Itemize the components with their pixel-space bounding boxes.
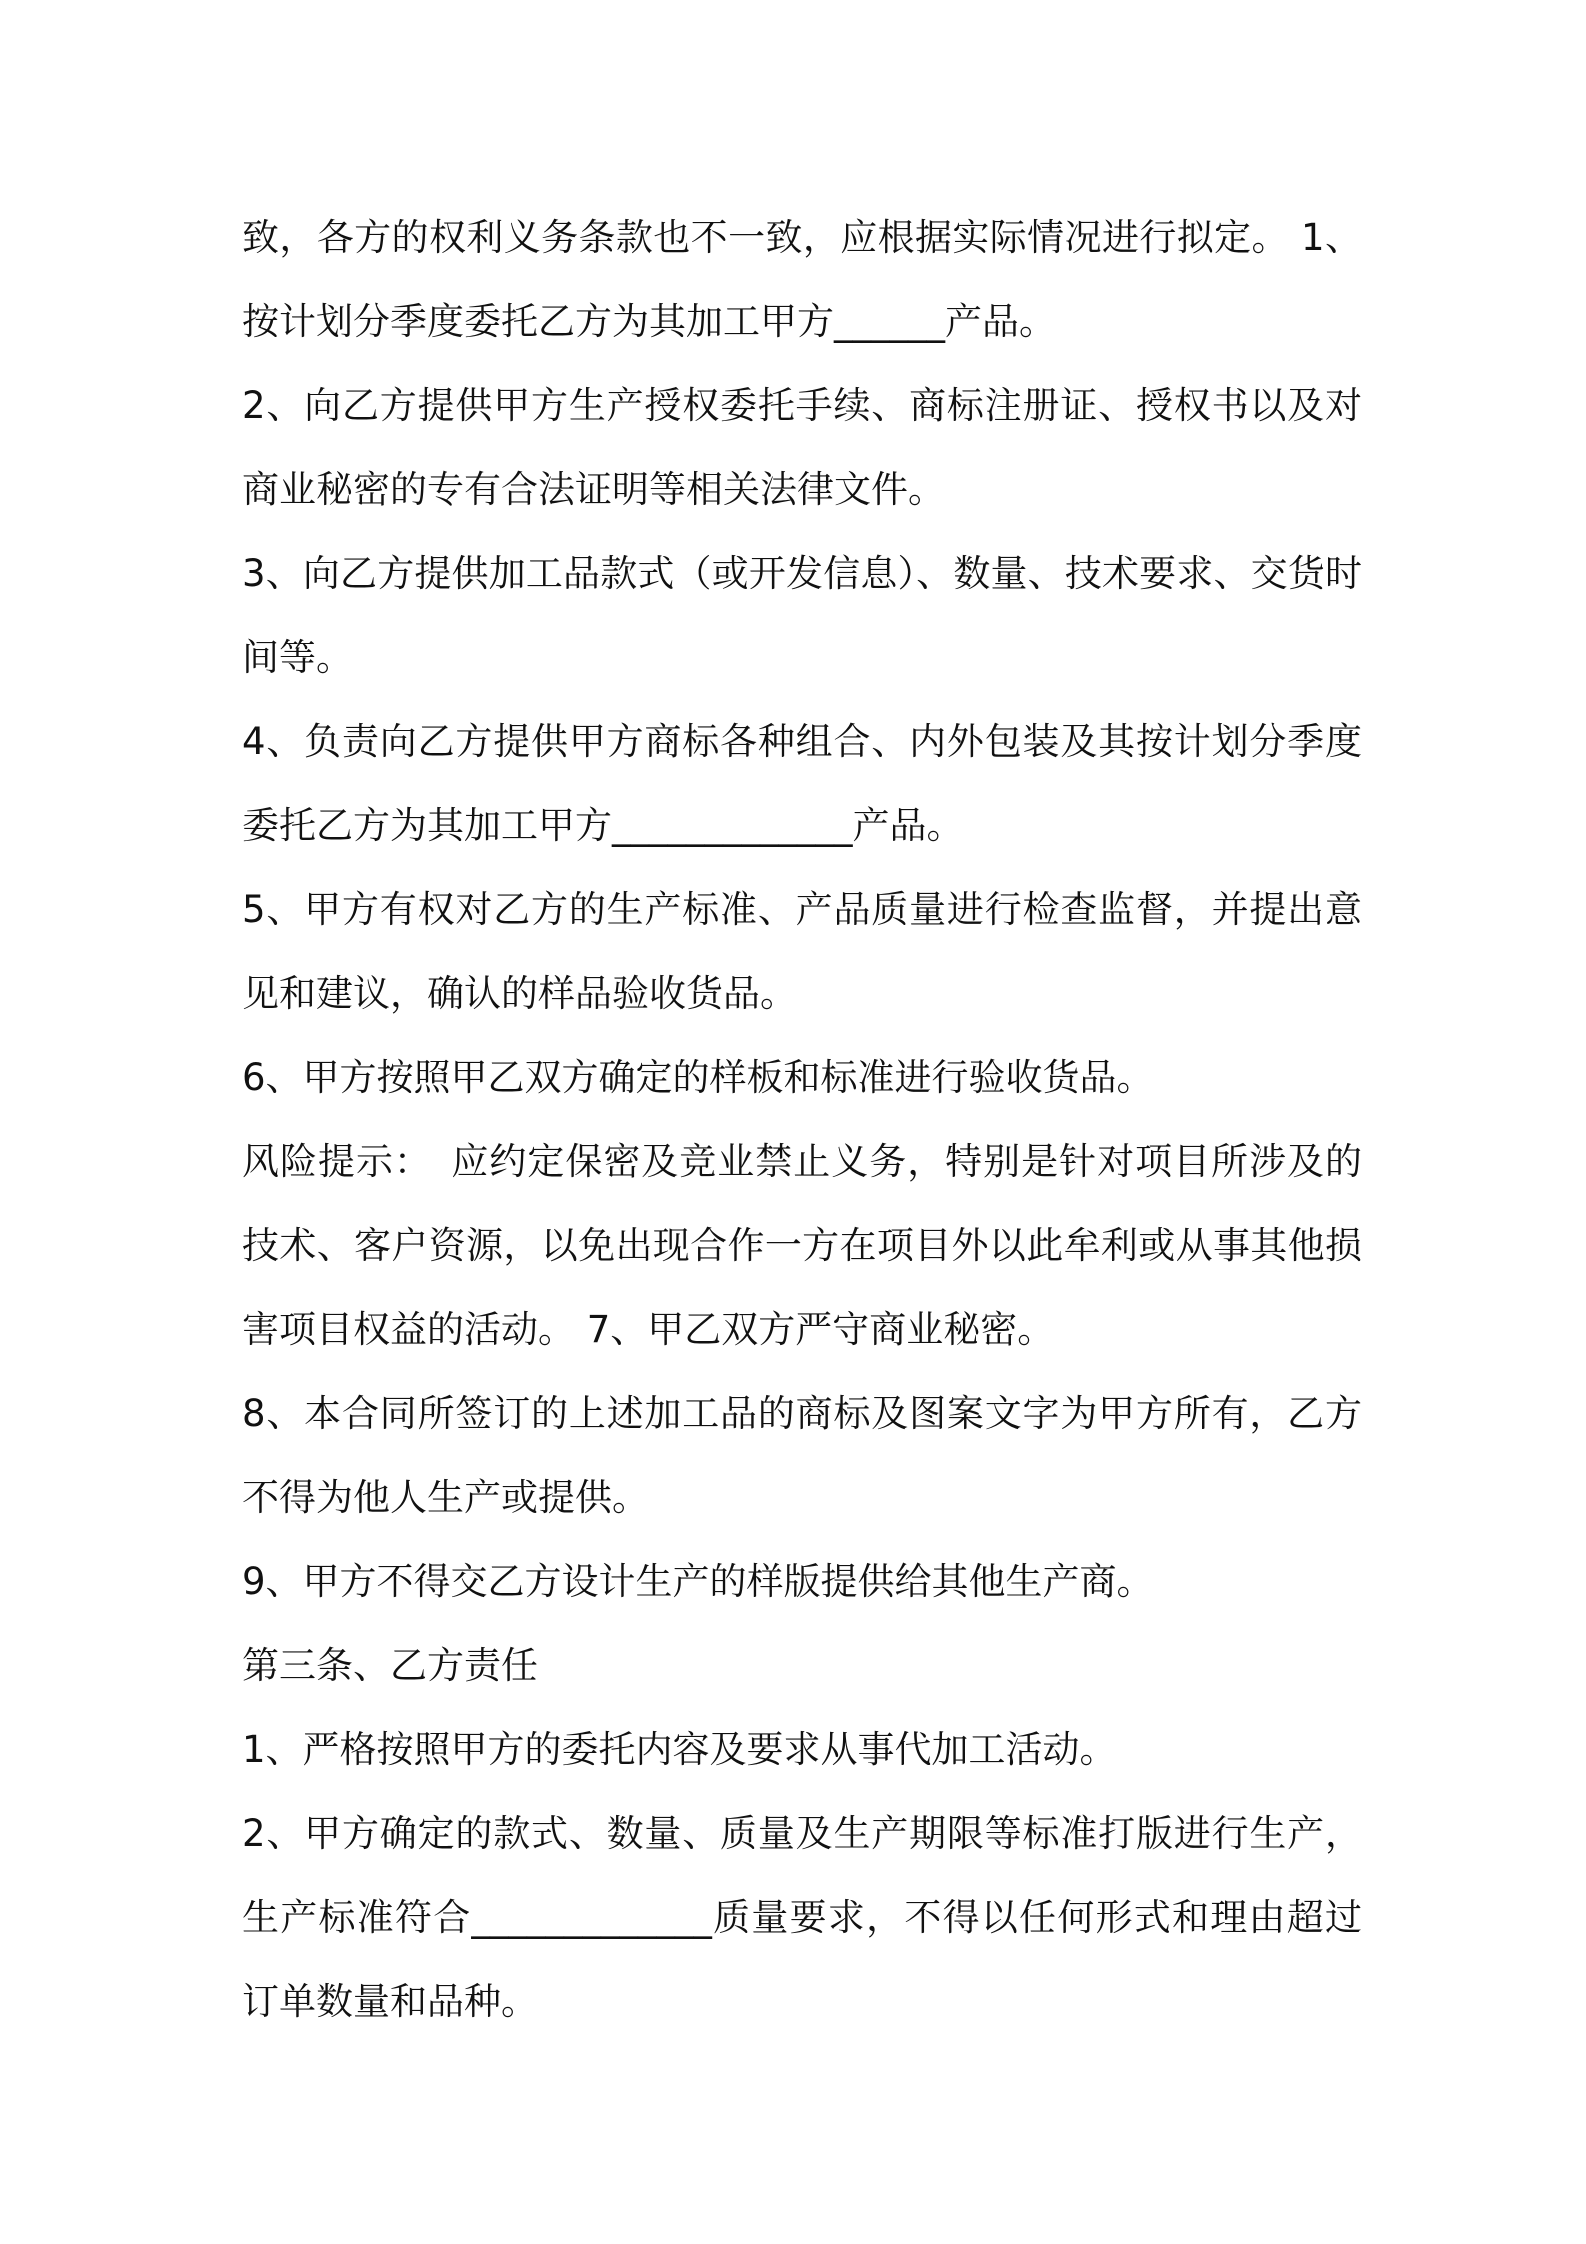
text-line: 技术、客户资源，以免出现合作一方在项目外以此牟利或从事其他损 (242, 1224, 1362, 1267)
text-line: 4、负责向乙方提供甲方商标各种组合、内外包装及其按计划分季度 (242, 720, 1362, 763)
text-line: 6、甲方按照甲乙双方确定的样板和标准进行验收货品。 (242, 1056, 1154, 1099)
text-line: 8、本合同所签订的上述加工品的商标及图案文字为甲方所有，乙方 (242, 1392, 1362, 1435)
text-line: 3、向乙方提供加工品款式（或开发信息）、数量、技术要求、交货时 (242, 552, 1362, 595)
text-line: 9、甲方不得交乙方设计生产的样版提供给其他生产商。 (242, 1560, 1154, 1603)
text-line: 间等。 (242, 636, 353, 679)
text-line: 1、严格按照甲方的委托内容及要求从事代加工活动。 (242, 1728, 1117, 1771)
text-line: 商业秘密的专有合法证明等相关法律文件。 (242, 468, 945, 511)
text-line: 5、甲方有权对乙方的生产标准、产品质量进行检查监督，并提出意 (242, 888, 1362, 931)
text-line: 见和建议，确认的样品验收货品。 (242, 972, 797, 1015)
document-body (242, 196, 1362, 2044)
text-line: 不得为他人生产或提供。 (242, 1476, 649, 1519)
text-line: 2、向乙方提供甲方生产授权委托手续、商标注册证、授权书以及对 (242, 384, 1362, 427)
text-line: 致，各方的权利义务条款也不一致，应根据实际情况进行拟定。 1、 (242, 216, 1362, 259)
text-line: 按计划分季度委托乙方为其加工甲方______产品。 (242, 300, 1056, 343)
text-line: 生产标准符合_____________质量要求，不得以任何形式和理由超过 (242, 1896, 1362, 1939)
text-line: 委托乙方为其加工甲方_____________产品。 (242, 804, 964, 847)
text-line: 风险提示： 应约定保密及竞业禁止义务，特别是针对项目所涉及的 (242, 1140, 1362, 1183)
text-line: 订单数量和品种。 (242, 1980, 538, 2023)
text-line: 2、甲方确定的款式、数量、质量及生产期限等标准打版进行生产， (242, 1812, 1362, 1855)
text-line: 害项目权益的活动。 7、甲乙双方严守商业秘密。 (242, 1308, 1055, 1351)
section-heading: 第三条、乙方责任 (242, 1644, 538, 1687)
